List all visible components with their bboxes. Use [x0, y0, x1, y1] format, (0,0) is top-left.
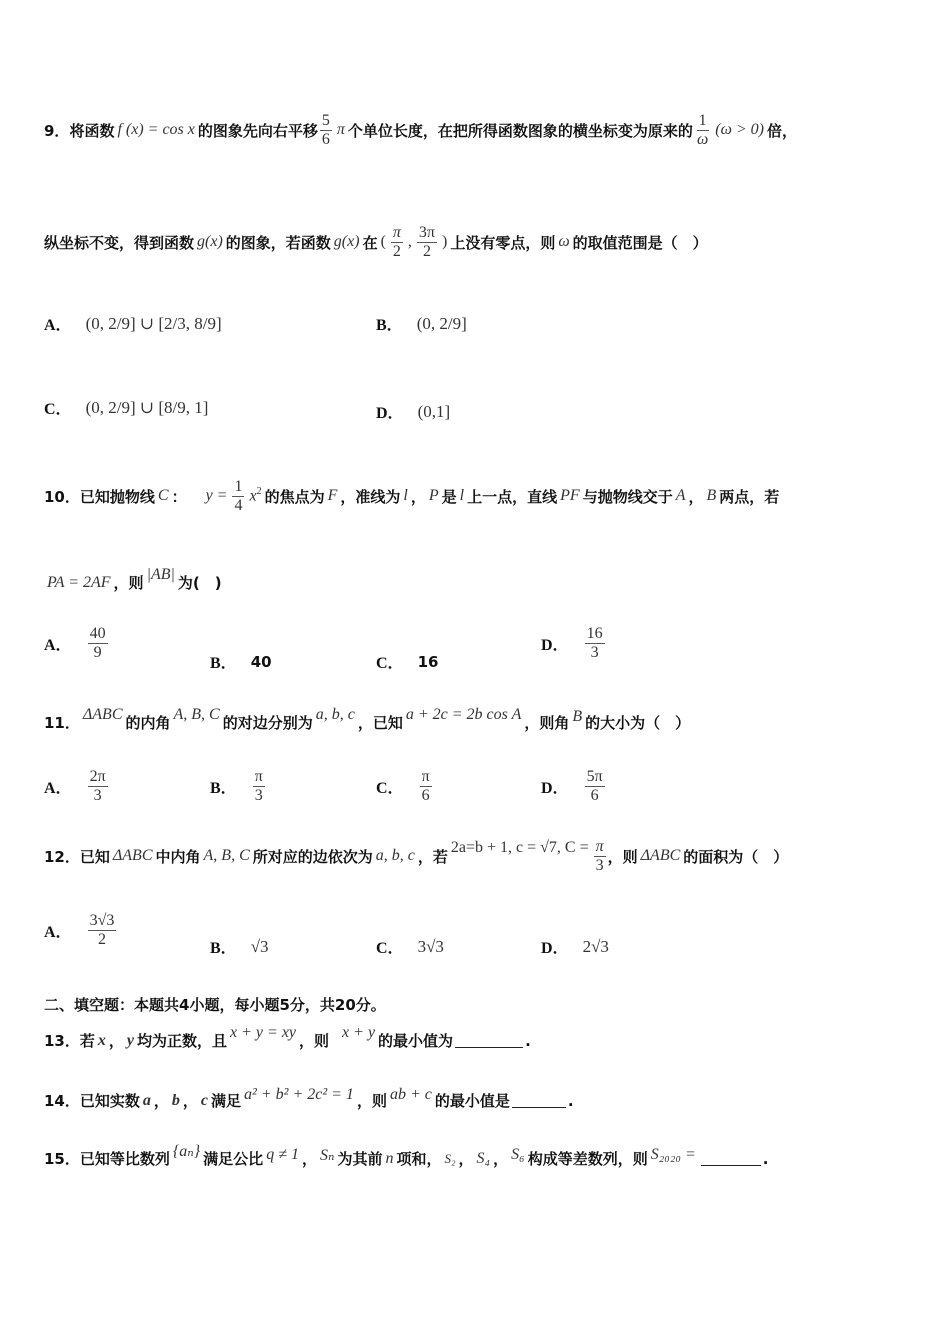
- q10-line1: [44, 478, 930, 514]
- q13-line: [44, 1023, 930, 1051]
- q15-comma-2: ，: [493, 1150, 509, 1168]
- q10-l1: l: [403, 487, 408, 505]
- q15-text-1: 已知等比数列: [79, 1150, 170, 1168]
- q11-option-d[interactable]: D． $\frac{5\pi}{6}$: [541, 768, 603, 804]
- q14-end: .: [567, 1091, 574, 1110]
- q9-text-4: 倍，: [766, 121, 797, 140]
- q15-n: n: [385, 1149, 394, 1167]
- q12-triangle-2: ΔABC: [640, 847, 681, 865]
- q9-shift-pi: π: [336, 121, 345, 139]
- q12-sides: a, b, c: [375, 847, 415, 865]
- q12-option-d[interactable]: D． 2√3: [541, 936, 609, 957]
- q15-line: [44, 1142, 930, 1169]
- q10-text-11: 为( ): [177, 574, 222, 592]
- q9-shift-fraction: $\frac{5}{6}$: [321, 112, 330, 148]
- q10-condition: PA = 2AF: [47, 573, 111, 591]
- q9-text-7: 在: [362, 233, 378, 252]
- q9-interval-lp: (: [380, 233, 386, 251]
- q15-text-4: 为其前: [337, 1150, 383, 1168]
- q10-c: C: [157, 487, 169, 505]
- q10-colon: ：: [171, 487, 187, 506]
- q11-text-3: ，已知: [357, 714, 403, 732]
- q12-option-b[interactable]: B． √3: [210, 936, 269, 957]
- q14-text-6: 的最小值是: [434, 1092, 510, 1110]
- q9-text-3: 个单位长度，在把所得函数图象的横坐标变为原来的: [347, 121, 693, 140]
- q11-angles: A, B, C: [173, 705, 220, 723]
- q9-text-1: 将函数: [69, 121, 115, 140]
- q14-text-1: 已知实数: [79, 1092, 140, 1110]
- q10-text-9: 两点，若: [719, 487, 780, 506]
- q12-line1: [44, 838, 930, 874]
- q10-text-1: 已知抛物线: [79, 487, 155, 506]
- q9-function: f (x) = cos x: [117, 121, 195, 139]
- q15-text-5: 项和，: [396, 1150, 442, 1168]
- q10-option-a[interactable]: A． $\frac{40}{9}$: [44, 625, 106, 661]
- q11-option-c[interactable]: C． $\frac{\pi}{6}$: [376, 768, 430, 804]
- q10-text-3: ，准线为: [340, 487, 401, 506]
- q10-l2: l: [459, 487, 465, 505]
- q12-text-4: ，若: [417, 847, 448, 866]
- q11-option-b[interactable]: B． $\frac{\pi}{3}$: [210, 768, 263, 804]
- q11-text-5: 的大小为（ ）: [585, 714, 691, 732]
- q14-text-4: 满足: [211, 1092, 242, 1110]
- q9-text-5: 纵坐标不变，得到函数: [44, 233, 195, 252]
- q9-scale-fraction: $\frac{1}{\omega}$: [696, 112, 709, 148]
- q11-equation: a + 2c = 2b cos A: [405, 705, 522, 723]
- q13-text-5: 的最小值为: [378, 1032, 454, 1050]
- q9-g1: g(x): [197, 233, 223, 251]
- q11-text-2: 的对边分别为: [222, 714, 313, 732]
- q12-option-c[interactable]: C． 3√3: [376, 936, 444, 957]
- q10-option-b[interactable]: B． 40: [210, 652, 272, 672]
- q9-text-8: 上没有零点，则: [450, 233, 556, 252]
- q13-expression: x + y: [342, 1023, 376, 1041]
- q15-S6: S₆: [511, 1145, 525, 1163]
- q9-line1: [44, 112, 930, 148]
- q9-omega-condition: (ω > 0): [715, 121, 764, 139]
- q10-text-4: ，: [410, 487, 426, 506]
- q13-text-2: ，: [108, 1032, 124, 1050]
- q9-option-c[interactable]: C． (0, 2/9] ∪ [8/9, 1]: [44, 397, 209, 418]
- q11-text-1: 的内角: [125, 714, 171, 732]
- q12-condition: 2a=b + 1, c = √7, C =: [450, 839, 589, 857]
- q15-text-2: 满足公比: [203, 1150, 264, 1168]
- q10-PF: PF: [560, 487, 580, 505]
- q13-end: .: [525, 1031, 531, 1050]
- q11-triangle: ΔABC: [82, 705, 123, 723]
- q14-line: [44, 1085, 930, 1111]
- q14-a: a: [142, 1091, 151, 1109]
- q13-text-1: 若: [79, 1032, 95, 1050]
- q9-interval-comma: ,: [407, 233, 412, 251]
- q15-number: 15．: [44, 1150, 80, 1168]
- q15-answer-blank[interactable]: [701, 1151, 761, 1166]
- q15-Sn: Sₙ: [319, 1146, 335, 1164]
- q9-interval-b: $\frac{3\pi}{2}$: [418, 224, 435, 260]
- q11-text-4: ，则角: [524, 714, 570, 732]
- q11-number: 11．: [44, 714, 80, 732]
- q10-option-d[interactable]: D． $\frac{16}{3}$: [541, 625, 603, 661]
- q9-text-9: 的取值范围是（ ）: [572, 233, 708, 252]
- q15-sequence: {aₙ}: [172, 1142, 201, 1160]
- q12-text-6: 的面积为（ ）: [683, 847, 789, 866]
- q13-equation: x + y = xy: [230, 1023, 297, 1041]
- q13-y: y: [126, 1031, 135, 1049]
- q13-x: x: [97, 1031, 106, 1049]
- q15-text-3: ，: [301, 1150, 317, 1168]
- q10-text-2: 的焦点为: [264, 487, 325, 506]
- q12-text-1: 已知: [79, 847, 110, 866]
- q10-number: 10．: [44, 487, 80, 506]
- q10-ab: |AB|: [146, 565, 175, 583]
- q12-triangle: ΔABC: [112, 847, 153, 865]
- section-2-title: 二、填空题：本题共4小题，每小题5分，共20分。: [44, 996, 386, 1014]
- q15-comma-1: ，: [458, 1150, 474, 1168]
- q9-g2: g(x): [333, 233, 360, 251]
- q14-text-5: ，则: [356, 1092, 387, 1110]
- q14-b: b: [171, 1091, 180, 1109]
- q14-equation: a² + b² + 2c² = 1: [244, 1085, 354, 1103]
- q11-line1: [44, 705, 930, 733]
- q12-text-3: 所对应的边依次为: [252, 847, 373, 866]
- q10-A: A: [675, 487, 686, 505]
- q10-B: B: [706, 487, 717, 505]
- q14-expression: ab + c: [389, 1085, 432, 1103]
- q9-interval-rp: ): [442, 233, 448, 251]
- q12-angle-fraction: $\frac{\pi}{3}$: [595, 838, 604, 874]
- q9-line2: [44, 224, 930, 260]
- q14-text-3: ，: [182, 1092, 198, 1110]
- q14-c: c: [200, 1091, 209, 1109]
- q14-text-2: ，: [153, 1092, 169, 1110]
- q14-number: 14．: [44, 1092, 80, 1110]
- q9-option-a[interactable]: A． (0, 2/9] ∪ [2/3, 8/9]: [44, 313, 222, 334]
- q12-text-5: ，则: [607, 847, 638, 866]
- q14-answer-blank[interactable]: [512, 1093, 566, 1108]
- q10-x: $x^2$: [249, 486, 262, 505]
- q10-text-10: ，则: [113, 574, 144, 592]
- q15-text-6: 构成等差数列，则: [527, 1150, 648, 1168]
- q10-line2: [44, 565, 930, 593]
- q9-option-b[interactable]: B． (0, 2/9]: [376, 313, 467, 334]
- q9-text-6: 的图象，若函数: [225, 233, 331, 252]
- q15-end: .: [762, 1149, 769, 1168]
- q9-option-d[interactable]: D． (0,1]: [376, 401, 451, 422]
- q10-text-6: 上一点，直线: [467, 487, 558, 506]
- q10-option-c[interactable]: C． 16: [376, 652, 439, 672]
- q12-text-2: 中内角: [155, 847, 201, 866]
- q10-quarter: $\frac{1}{4}$: [234, 478, 243, 514]
- q12-angles: A, B, C: [203, 847, 250, 865]
- q11-option-a[interactable]: A． $\frac{2\pi}{3}$: [44, 768, 106, 804]
- q10-F: F: [327, 487, 338, 505]
- q9-text-2: 的图象先向右平移: [197, 121, 318, 140]
- q15-S4: S₄: [476, 1149, 491, 1167]
- q10-text-8: ，: [688, 487, 704, 506]
- q13-number: 13．: [44, 1032, 80, 1050]
- q13-text-3: 均为正数，且: [137, 1032, 228, 1050]
- q9-omega: ω: [558, 233, 570, 251]
- q11-B: B: [572, 707, 583, 725]
- q10-y: y =: [205, 487, 228, 505]
- q12-number: 12．: [44, 847, 80, 866]
- q15-S2020: S₂₀₂₀ =: [650, 1145, 696, 1163]
- q10-text-7: 与抛物线交于: [582, 487, 673, 506]
- q10-text-5: 是: [441, 487, 457, 506]
- q12-option-a[interactable]: A． $\frac{3√3}{2}$: [44, 912, 115, 948]
- q9-interval-a: $\frac{\pi}{2}$: [392, 224, 401, 260]
- q13-answer-blank[interactable]: [455, 1033, 523, 1048]
- q11-sides: a, b, c: [315, 705, 355, 723]
- q9-number: 9．: [44, 121, 70, 140]
- q10-P: P: [428, 487, 439, 505]
- q13-text-4: ，则: [299, 1032, 330, 1050]
- q15-ratio: q ≠ 1: [266, 1145, 299, 1163]
- q15-S2: S₂: [444, 1150, 456, 1166]
